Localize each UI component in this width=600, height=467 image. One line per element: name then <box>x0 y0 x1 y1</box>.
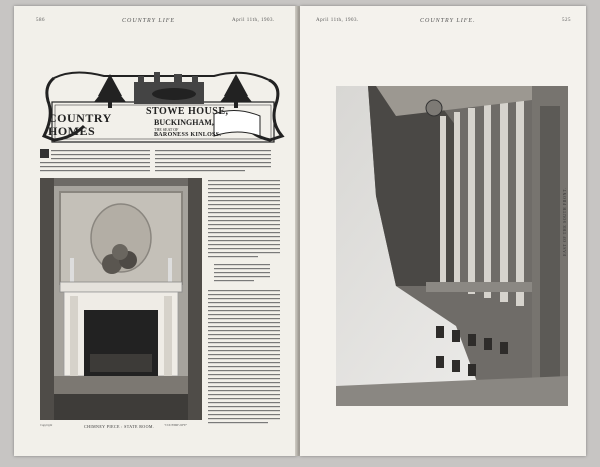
magazine-spread <box>14 6 586 456</box>
intro-text-column-left <box>40 149 150 175</box>
article-title: STOWE HOUSE, <box>146 106 229 117</box>
left-page <box>14 6 297 456</box>
article-seat-of: THE SEAT OF <box>154 127 179 132</box>
article-owner: BARONESS KINLOSS. <box>154 132 222 138</box>
right-date: April 11th, 1903. <box>316 18 359 23</box>
right-running-title: COUNTRY LIFE. <box>420 18 476 24</box>
article-place: BUCKINGHAM, <box>154 118 214 127</box>
chimney-piece-photo <box>40 178 202 420</box>
intro-text-lines-left <box>40 149 150 175</box>
right-page <box>300 6 586 456</box>
left-running-title: COUNTRY LIFE <box>122 18 176 24</box>
south-front-photo <box>336 86 568 406</box>
right-page-number: 525 <box>562 18 571 23</box>
south-front-caption: EAST OF THE SOUTH FRONT. <box>562 187 567 256</box>
body-text-lines <box>208 178 280 428</box>
chimney-piece-illustration <box>40 178 202 420</box>
south-front-illustration <box>336 86 568 406</box>
photo-credit-left: Copyright <box>40 423 53 427</box>
body-text-column <box>208 178 280 428</box>
masthead-series-homes: HOMES <box>48 124 96 138</box>
photo-credit-right: "COUNTRY LIFE" <box>164 423 188 427</box>
intro-text-column-right <box>155 149 271 175</box>
left-date: April 11th, 1903. <box>232 18 275 23</box>
chimney-piece-caption: CHIMNEY PIECE : STATE ROOM. <box>84 424 155 429</box>
masthead-series-country: COUNTRY <box>48 111 112 125</box>
left-page-number: 586 <box>36 18 45 23</box>
intro-text-lines-right <box>155 149 271 175</box>
